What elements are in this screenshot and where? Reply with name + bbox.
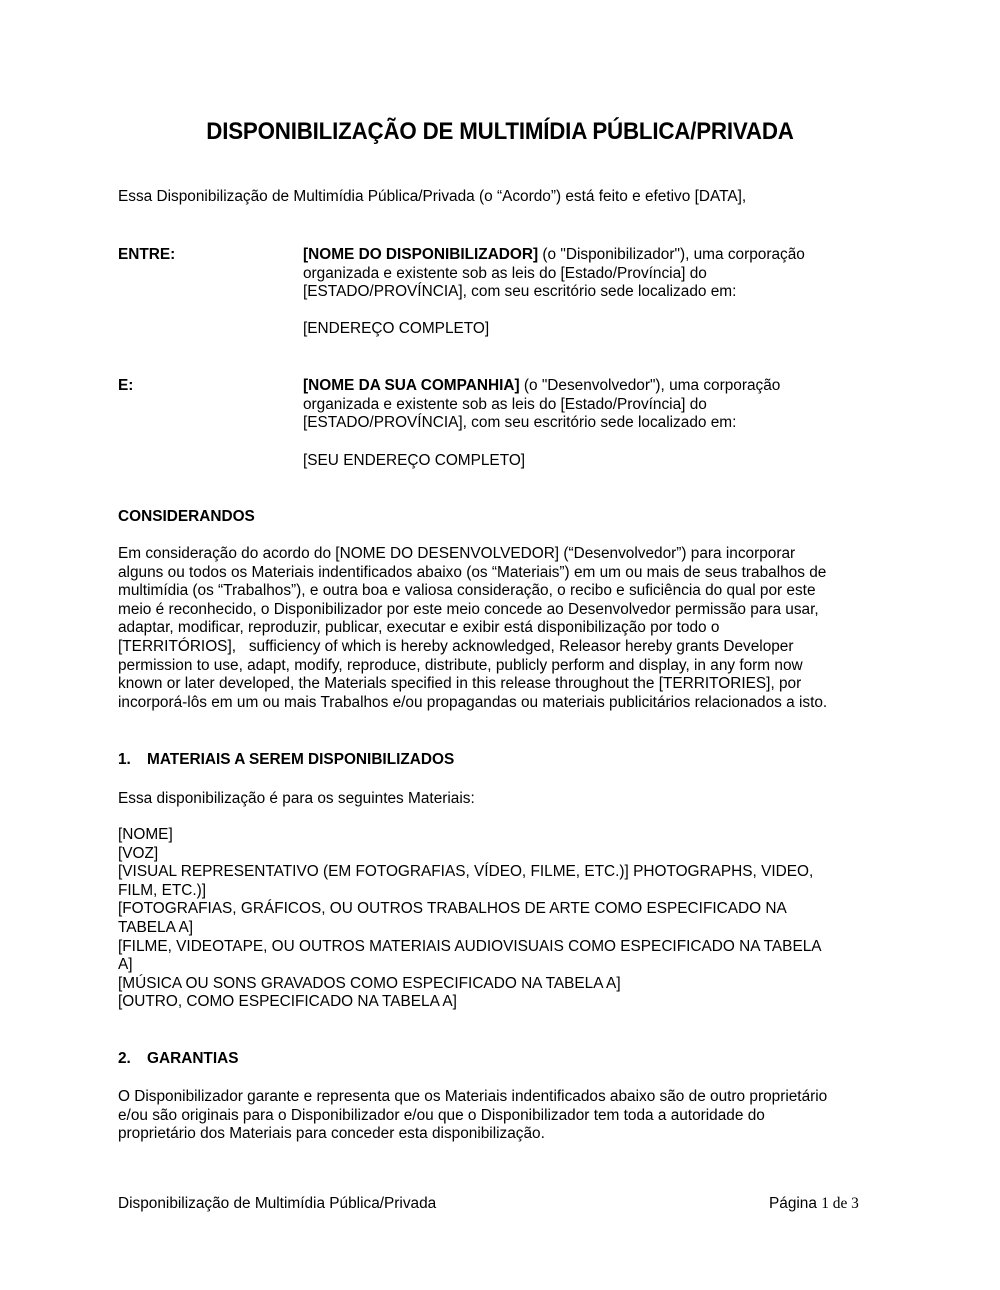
party-releasor-address: [ENDEREÇO COMPLETO] <box>303 320 490 337</box>
warranties-paragraph <box>118 1088 880 1144</box>
materials-item: [OUTRO, COMO ESPECIFICADO NA TABELA A] <box>118 993 457 1011</box>
section-1-intro: Essa disponibilização é para os seguintes Materiais: <box>118 790 475 807</box>
page-label: Página <box>769 1195 822 1212</box>
party-developer-block <box>303 377 863 433</box>
section-1-heading <box>118 751 454 770</box>
section-2-number: 2. <box>118 1050 131 1067</box>
party-releasor-name: [NOME DO DISPONIBILIZADOR] <box>303 246 539 263</box>
recitals-line: incorporá-lôs em um ou mais Trabalhos e/ou propagandas ou materiais publicitários relacionados a isto. <box>118 693 828 711</box>
warranties-line: proprietário dos Materiais para conceder esta disponibilização. <box>118 1125 545 1143</box>
materials-item: FILM, ETC.)] <box>118 881 207 899</box>
party-label-between: ENTRE: <box>118 246 176 263</box>
recitals-heading: CONSIDERANDOS <box>118 508 255 525</box>
page-separator: de <box>828 1195 852 1212</box>
materials-item: [FOTOGRAFIAS, GRÁFICOS, OU OUTROS TRABALHOS DE ARTE COMO ESPECIFICADO NA <box>118 900 787 918</box>
materials-item: A] <box>118 956 133 974</box>
document-title: DISPONIBILIZAÇÃO DE MULTIMÍDIA PÚBLICA/PRIVADA <box>206 118 794 145</box>
party-releasor-block <box>303 246 863 302</box>
section-2-heading <box>118 1050 239 1069</box>
recitals-line: adaptar, modificar, reproduzir, publicar, executar e exibir está disponibilização por todo o <box>118 619 720 637</box>
page-total: 3 <box>851 1195 859 1212</box>
materials-item: [VISUAL REPRESENTATIVO (EM FOTOGRAFIAS, VÍDEO, FILME, ETC.)] PHOTOGRAPHS, VIDEO, <box>118 863 814 881</box>
party-label-and: E: <box>118 377 134 394</box>
recitals-line: known or later developed, the Materials specified in this release throughout the [TERRITORIES], por <box>118 675 802 693</box>
footer-page-number <box>769 1195 859 1214</box>
recitals-line: alguns ou todos os Materiais indentificados abaixo (os “Materiais”) em um ou mais de seus trabalhos de <box>118 563 827 581</box>
recitals-line: permission to use, adapt, modify, reproduce, distribute, publicly perform and display, in any form now <box>118 656 803 674</box>
party-developer-address: [SEU ENDEREÇO COMPLETO] <box>303 452 526 469</box>
materials-item: [FILME, VIDEOTAPE, OU OUTROS MATERIAIS AUDIOVISUAIS COMO ESPECIFICADO NA TABELA <box>118 937 822 955</box>
party-developer-name: [NOME DA SUA COMPANHIA] <box>303 377 520 394</box>
party-releasor-line2: organizada e existente sob as leis do [Estado/Província] do <box>303 264 707 282</box>
party-developer-desc: (o "Desenvolvedor"), uma corporação <box>519 377 781 394</box>
recitals-paragraph <box>118 545 880 712</box>
party-developer-line3: [ESTADO/PROVÍNCIA], com seu escritório sede localizado em: <box>303 414 737 432</box>
section-2-title: GARANTIAS <box>147 1050 239 1067</box>
materials-list <box>118 826 888 1012</box>
party-releasor-desc: (o "Disponibilizador"), uma corporação <box>538 246 805 263</box>
materials-item: TABELA A] <box>118 918 193 936</box>
recitals-line: meio é reconhecido, o Disponibilizador por este meio concede ao Desenvolvedor permissão para usar, <box>118 600 819 618</box>
party-releasor-line3: [ESTADO/PROVÍNCIA], com seu escritório sede localizado em: <box>303 283 737 301</box>
materials-item: [VOZ] <box>118 844 159 862</box>
party-developer-line2: organizada e existente sob as leis do [Estado/Província] do <box>303 395 707 413</box>
recitals-line: multimídia (os “Trabalhos”), e outra boa e valiosa consideração, o recibo e suficiência do qual por este <box>118 582 816 600</box>
section-1-title: MATERIAIS A SEREM DISPONIBILIZADOS <box>147 751 455 768</box>
recitals-line: [TERRITÓRIOS], sufficiency of which is hereby acknowledged, Releasor hereby grants Developer <box>118 637 794 655</box>
materials-item: [NOME] <box>118 826 173 843</box>
materials-item: [MÚSICA OU SONS GRAVADOS COMO ESPECIFICADO NA TABELA A] <box>118 974 621 992</box>
page-current: 1 <box>821 1195 829 1212</box>
warranties-line: O Disponibilizador garante e representa que os Materiais indentificados abaixo são de outro proprietário <box>118 1088 828 1105</box>
recitals-line: Em consideração do acordo do [NOME DO DESENVOLVEDOR] (“Desenvolvedor”) para incorporar <box>118 545 796 562</box>
footer-document-name: Disponibilização de Multimídia Pública/Privada <box>118 1195 437 1212</box>
warranties-line: e/ou são originais para o Disponibilizador e/ou que o Disponibilizador tem toda a autoridade do <box>118 1106 765 1124</box>
intro-paragraph: Essa Disponibilização de Multimídia Pública/Privada (o “Acordo”) está feito e efetivo [DATA], <box>118 188 747 205</box>
section-1-number: 1. <box>118 751 131 768</box>
